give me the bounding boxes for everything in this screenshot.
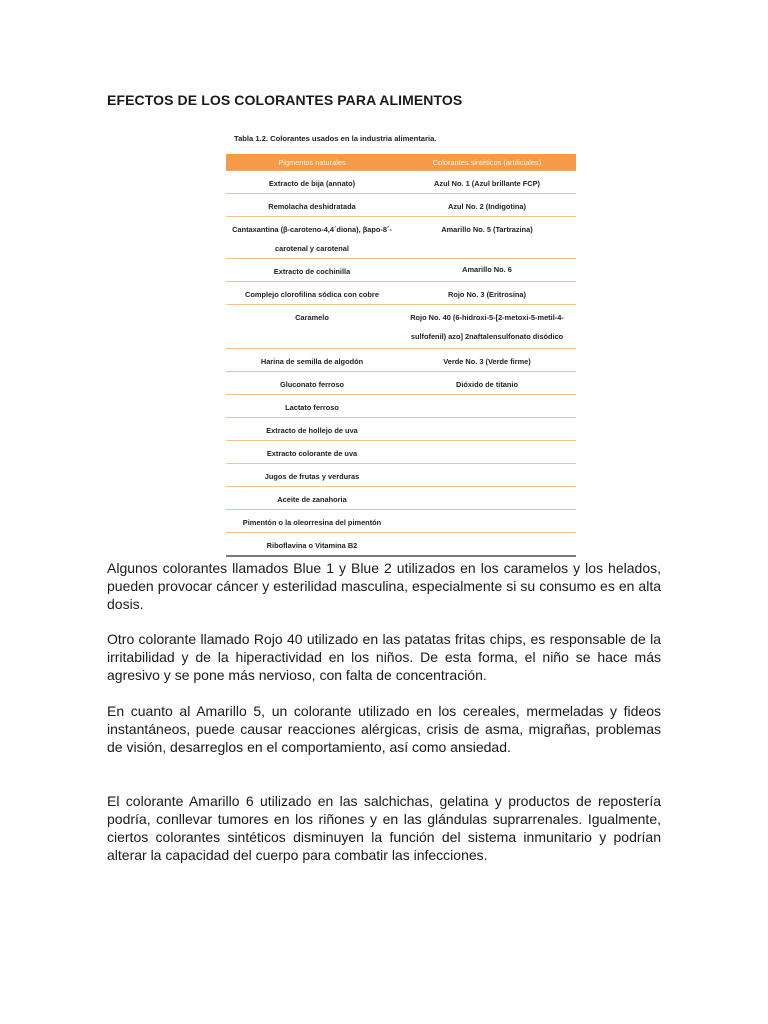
table-caption: Tabla 1.2. Colorantes usados en la industria alimentaria. <box>234 134 437 143</box>
table-cell <box>398 395 576 418</box>
table-cell <box>398 259 576 282</box>
table-cell <box>398 487 576 510</box>
table-cell: Dióxido de titanio <box>398 372 576 395</box>
table-row <box>226 418 576 441</box>
paragraph-blue-colorants: Algunos colorantes llamados Blue 1 y Blue 2 utilizados en los caramelos y los helados, pueden provocar cáncer y esterilidad masculina, especialmente si su consumo es en alta dosis. <box>107 560 661 612</box>
table-cell: Remolacha deshidratada <box>226 194 398 217</box>
table-cell-text: Cantaxantina (β-caroteno-4,4´diona), βapo-8´-carotenal y carotenal <box>232 225 392 253</box>
table-row <box>226 259 576 282</box>
table-row <box>226 282 576 305</box>
colorants-table <box>226 154 576 557</box>
table-cell <box>398 305 576 349</box>
table-cell: Extracto colorante de uva <box>226 441 398 464</box>
table-header-row <box>226 154 576 171</box>
table-row <box>226 464 576 487</box>
table-cell: Extracto de hollejo de uva <box>226 418 398 441</box>
table-cell <box>398 418 576 441</box>
table-row <box>226 217 576 259</box>
table-cell <box>398 464 576 487</box>
table-cell: Extracto de cochinilla <box>226 259 398 282</box>
table-cell: Gluconato ferroso <box>226 372 398 395</box>
table-cell: Azul No. 1 (Azul brillante FCP) <box>398 171 576 194</box>
table-cell <box>398 510 576 533</box>
table-cell: Aceite de zanahoria <box>226 487 398 510</box>
table-row <box>226 487 576 510</box>
table-cell: Caramelo <box>226 305 398 349</box>
table-cell-text: Rojo No. 40 (6-hidroxi-5-[2-metoxi-5-metil-4-sulfofenil) azo] 2naftalensulfonato disódico <box>410 313 564 341</box>
table-row <box>226 395 576 418</box>
colorants-table-figure <box>226 134 576 557</box>
header-natural-pigments: Pigmentos naturales <box>226 154 398 171</box>
table-cell: Lactato ferroso <box>226 395 398 418</box>
table-cell <box>398 533 576 557</box>
table-cell-text: Amarillo No. 6 <box>462 265 512 274</box>
table-row <box>226 305 576 349</box>
table-cell: Pimentón o la oleorresina del pimentón <box>226 510 398 533</box>
table-cell: Rojo No. 3 (Eritrosina) <box>398 282 576 305</box>
table-row <box>226 533 576 557</box>
table-row <box>226 372 576 395</box>
paragraph-amarillo-6: El colorante Amarillo 6 utilizado en las salchichas, gelatina y productos de repostería podría, conllevar tumores en los riñones y en las glándulas suprarrenales. Igualmente, ciertos colorantes sintéticos disminuyen la función del sistema inmunitario y podrían alterar la capacidad del cuerpo para combatir las infecciones. <box>107 793 661 863</box>
paragraph-amarillo-5: En cuanto al Amarillo 5, un colorante utilizado en los cereales, mermeladas y fideos instantáneos, puede causar reacciones alérgicas, crisis de asma, migrañas, problemas de visión, desarreglos en el comportamiento, así como ansiedad. <box>107 703 661 755</box>
table-row <box>226 510 576 533</box>
table-row <box>226 349 576 372</box>
table-cell <box>398 441 576 464</box>
page-title: EFECTOS DE LOS COLORANTES PARA ALIMENTOS <box>107 92 463 108</box>
paragraph-rojo-40: Otro colorante llamado Rojo 40 utilizado en las patatas fritas chips, es responsable de la irritabilidad y de la hiperactividad en los niños. De esta forma, el niño se hace más agresivo y se pone más nervioso, con falta de concentración. <box>107 631 661 683</box>
table-cell: Amarillo No. 5 (Tartrazina) <box>398 217 576 259</box>
table-row <box>226 194 576 217</box>
table-cell <box>226 217 398 259</box>
table-cell: Riboflavina o Vitamina B2 <box>226 533 398 557</box>
table-cell: Harina de semilla de algodón <box>226 349 398 372</box>
table-cell: Verde No. 3 (Verde firme) <box>398 349 576 372</box>
table-cell: Extracto de bija (annato) <box>226 171 398 194</box>
header-synthetic-colorants: Colorantes sintéticos (artificiales) <box>398 154 576 171</box>
table-cell: Azul No. 2 (Indigotina) <box>398 194 576 217</box>
table-row <box>226 171 576 194</box>
table-row <box>226 441 576 464</box>
table-cell: Complejo clorofilina sódica con cobre <box>226 282 398 305</box>
table-cell: Jugos de frutas y verduras <box>226 464 398 487</box>
